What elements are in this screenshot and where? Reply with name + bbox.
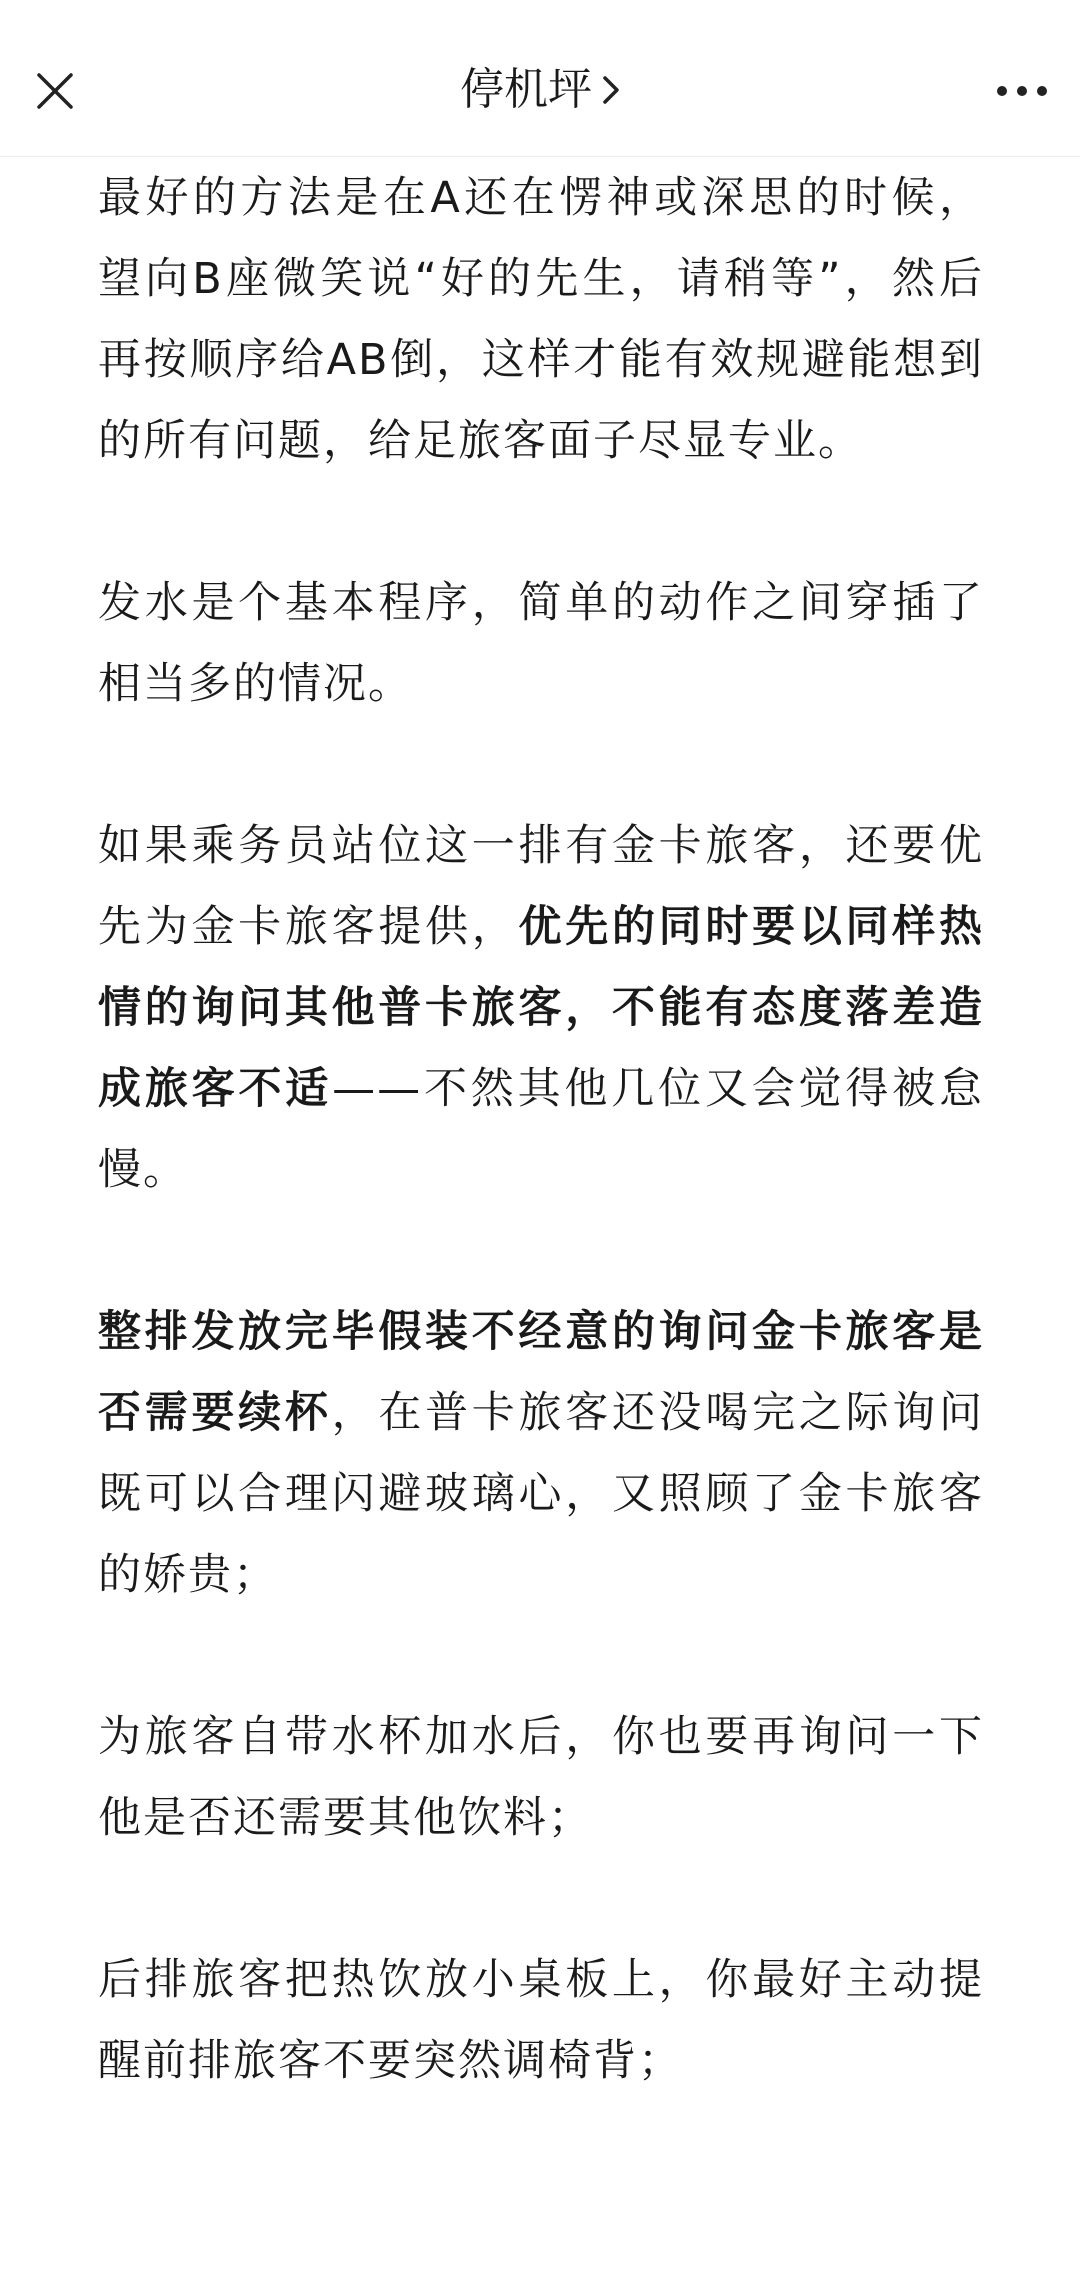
- close-icon: [35, 71, 75, 111]
- paragraph-4-bold: 整排发放完毕假装不经意的询问金卡旅客是否需要续杯: [98, 1307, 984, 1438]
- top-navigation-bar: [0, 0, 1080, 157]
- paragraph-6: 后排旅客把热饮放小桌板上，你最好主动提醒前排旅客不要突然调椅背；: [98, 1955, 984, 2086]
- page-title-container: [0, 60, 1080, 120]
- close-button[interactable]: [28, 64, 82, 118]
- paragraph-5: 为旅客自带水杯加水后，你也要再询问一下他是否还需要其他饮料；: [98, 1712, 984, 1843]
- chevron-right-icon: [602, 75, 620, 105]
- paragraph-2: 发水是个基本程序，简单的动作之间穿插了相当多的情况。: [98, 578, 984, 709]
- paragraph-1: 最好的方法是在A还在愣神或深思的时候，望向B座微笑说“好的先生，请稍等”，然后再按顺序给AB倒，这样才能有效规避能想到的所有问题，给足旅客面子尽显专业。: [98, 173, 984, 466]
- paragraph-3-text-c: ——不然其他几位又会觉得被怠慢。: [98, 1064, 985, 1195]
- paragraph-3-text-a: 如果乘务员站位这一排有金卡旅客，还要优先为金卡旅客提供，: [98, 821, 984, 952]
- paragraph-4: [98, 1292, 984, 1616]
- article-body: [98, 158, 984, 2183]
- paragraph-4-text: ，在普卡旅客还没喝完之际询问既可以合理闪避玻璃心，又照顾了金卡旅客的娇贵；: [98, 1388, 985, 1600]
- paragraph-3: [98, 806, 984, 1211]
- page-title: 停机坪: [460, 64, 592, 115]
- more-horizontal-icon: [996, 85, 1048, 97]
- account-title-link[interactable]: [460, 60, 620, 120]
- more-options-button[interactable]: [992, 64, 1052, 118]
- paragraph-3-bold: 优先的同时要以同样热情的询问其他普卡旅客，不能有态度落差造成旅客不适: [98, 902, 984, 1114]
